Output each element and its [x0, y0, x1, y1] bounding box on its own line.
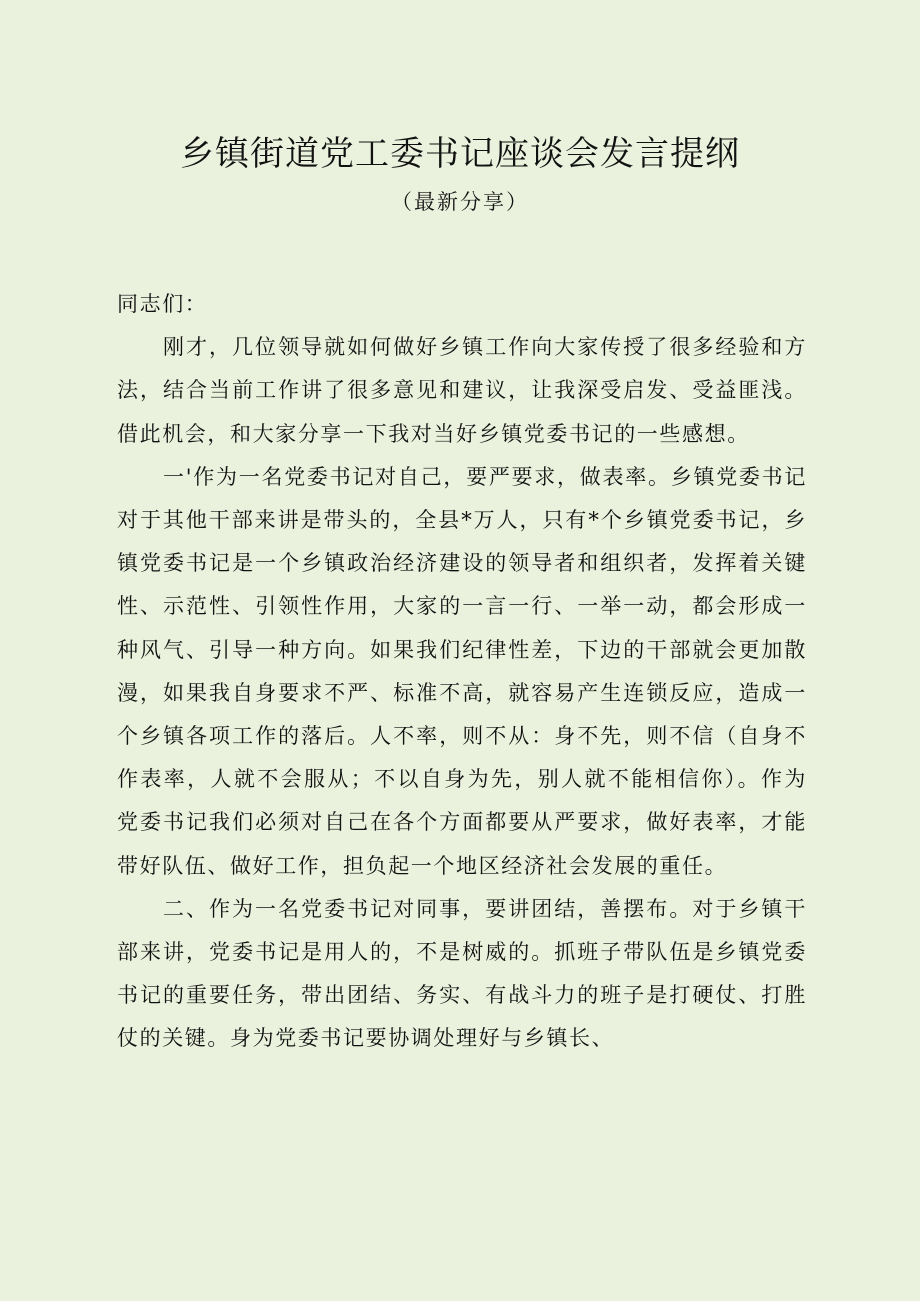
paragraph-section-two: 二、作为一名党委书记对同事，要讲团结，善摆布。对于乡镇干部来讲，党委书记是用人的，不是树威的。抓班子带队伍是乡镇党委书记的重要任务，带出团结、务实、有战斗力的班子是打硬仗、打胜仗的关键。身为党委书记要协调处理好与乡镇长、 — [117, 896, 807, 1051]
paragraph-section-one: 一'作为一名党委书记对自己，要严要求，做表率。乡镇党委书记对于其他干部来讲是带头的，全县*万人，只有*个乡镇党委书记，乡镇党委书记是一个乡镇政治经济建设的领导者和组织者，发挥着关键性、示范性、引领性作用，大家的一言一行、一举一动，都会形成一种风气、引导一种方向。如果我们纪律性差，下边的干部就会更加散漫，如果我自身要求不严、标准不高，就容易产生连锁反应，造成一个乡镇各项工作的落后。人不率，则不从：身不先，则不信（自身不作表率，人就不会服从；不以自身为先，别人就不能相信你）。作为党委书记我们必须对自己在各个方面都要从严要求，做好表率，才能带好队伍、做好工作，担负起一个地区经济社会发展的重任。 — [117, 464, 807, 878]
document-subtitle: （最新分享） — [391, 190, 529, 214]
salutation: 同志们： — [117, 292, 208, 316]
paragraph-intro: 刚才，几位领导就如何做好乡镇工作向大家传授了很多经验和方法，结合当前工作讲了很多意见和建议，让我深受启发、受益匪浅。借此机会，和大家分享一下我对当好乡镇党委书记的一些感想。 — [117, 335, 807, 446]
document-title: 乡镇街道党工委书记座谈会发言提纲 — [180, 134, 740, 174]
document-body — [117, 283, 807, 1061]
